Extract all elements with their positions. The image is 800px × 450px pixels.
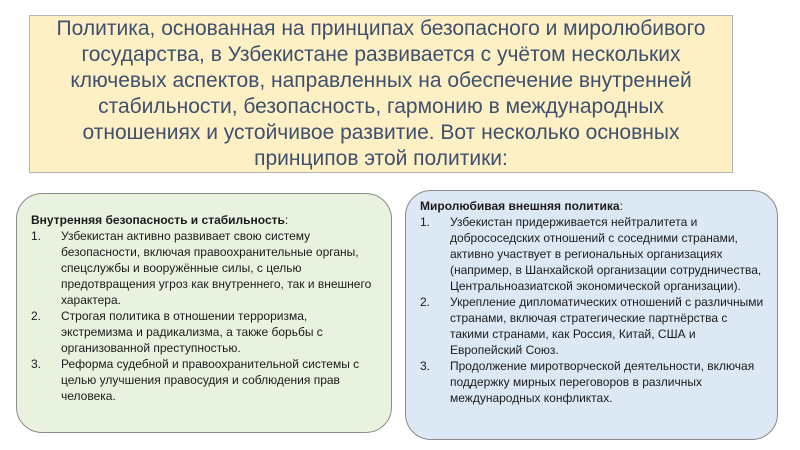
intro-text: Политика, основанная на принципах безопасного и миролюбивого государства, в Узбекистане развивается с учётом нескольких ключевых аспектов, направленных на обеспечение внутренней стабильности, безопасность, гармонию в международных отношениях и устойчивое развитие. Вот несколько основных принципов этой политики:	[56, 17, 706, 170]
principles-list	[420, 214, 765, 406]
list-item-text: Реформа судебной и правоохранительной системы с целью улучшения правосудия и соблюдения прав человека.	[61, 357, 360, 403]
list-item-text: Укрепление дипломатических отношений с различными странами, включая стратегические партнёрства с такими странами, как Россия, Китай, США и Европейский Союз.	[450, 295, 764, 357]
list-item-number: 2.	[31, 309, 42, 323]
list-item-number: 2.	[420, 295, 431, 309]
list-item	[31, 356, 379, 404]
list-item-text: Строгая политика в отношении терроризма, экстремизма и радикализма, а также борьбы с организованной преступностью.	[61, 309, 323, 355]
internal-security-card	[16, 193, 392, 433]
card-title	[31, 212, 379, 228]
list-item-number: 1.	[420, 215, 431, 229]
card-title	[420, 198, 765, 214]
list-item-text: Узбекистан придерживается нейтралитета и добрососедских отношений с соседними странами, активно участвует в региональных организациях (например, в Шанхайской организации сотрудничества, Центральноазиатской экономической организации).	[450, 215, 762, 293]
list-item-number: 3.	[31, 357, 42, 371]
list-item	[420, 214, 765, 294]
intro-box	[29, 15, 733, 173]
list-item-text: Продолжение миротворческой деятельности, включая поддержку мирных переговоров в различных международных конфликтах.	[450, 359, 755, 405]
principles-list	[31, 228, 379, 404]
foreign-policy-card	[405, 190, 778, 440]
card-title-text: Миролюбивая внешняя политика	[420, 199, 620, 213]
list-item	[420, 358, 765, 406]
list-item	[420, 294, 765, 358]
list-item	[31, 228, 379, 308]
list-item-number: 3.	[420, 359, 431, 373]
card-title-colon: :	[284, 213, 289, 227]
card-title-text: Внутренняя безопасность и стабильность	[31, 213, 285, 227]
card-title-colon: :	[619, 199, 623, 213]
list-item	[31, 308, 379, 356]
list-item-text: Узбекистан активно развивает свою систему безопасности, включая правоохранительные органы, спецслужбы и вооружённые силы, с целью предотвращения угроз как внутреннего, так и внешнего характера.	[61, 229, 372, 307]
list-item-number: 1.	[31, 229, 42, 243]
